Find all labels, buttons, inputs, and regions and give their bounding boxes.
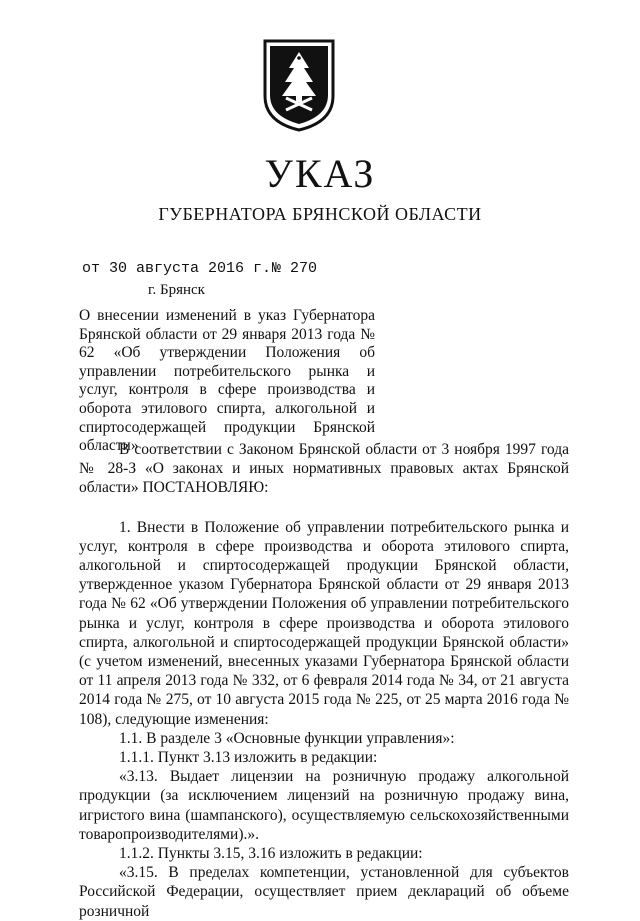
paragraph-3-13: «3.13. Выдает лицензии на розничную продажу алкогольной продукции (за исключением лицензий на розничную продажу вина, игристого вина (шампанского), осуществляемую сельскохозяйственными товаропроизводителями).». bbox=[79, 768, 569, 843]
preamble-paragraph: В соответствии с Законом Брянской области от 3 ноября 1997 года № 28-З «О законах и иных нормативных правовых актах Брянской области» ПОСТАНОВЛЯЮ: bbox=[79, 441, 569, 497]
paragraph-1-1: 1.1. В разделе 3 «Основные функции управления»: bbox=[119, 729, 455, 747]
document-date: от 30 августа 2016 г. bbox=[82, 260, 272, 277]
coat-of-arms-emblem bbox=[262, 38, 336, 132]
document-title: УКАЗ bbox=[264, 151, 376, 196]
document-subject: О внесении изменений в указ Губернатора Брянской области от 29 января 2013 года № 62 «Об утверждении Положения об управлении потребительского рынка и услуг, контроля в сфере производства и оборота этилового спирта, алкогольной и спиртосодержащей продукции Брянской области» bbox=[79, 307, 375, 455]
document-subtitle: ГУБЕРНАТОРА БРЯНСКОЙ ОБЛАСТИ bbox=[158, 204, 482, 224]
paragraph-1: 1. Внести в Положение об управлении потребительского рынка и услуг, контроля в сфере производства и оборота этилового спирта, алкогольной и спиртосодержащей продукции Брянской области, утвержденное указом Губернатора Брянской области от 29 января 2013 года № 62 «Об утверждении Положения об управлении потребительского рынка и услуг, контроля в сфере производства и оборота этилового спирта, алкогольной и спиртосодержащей продукции Брянской области» (с учетом изменений, внесенных указами Губернатора Брянской области от 11 апреля 2013 года № 332, от 6 февраля 2014 года № 34, от 21 августа 2014 года № 275, от 10 августа 2015 года № 225, от 25 марта 2016 года № 108), следующие изменения: bbox=[79, 518, 569, 728]
document-number: № 270 bbox=[272, 260, 318, 277]
date-line bbox=[82, 260, 318, 277]
paragraph-1-1-2: 1.1.2. Пункты 3.15, 3.16 изложить в редакции: bbox=[119, 845, 423, 863]
document-body bbox=[79, 440, 569, 921]
paragraph-1-1-1: 1.1.1. Пункт 3.13 изложить в редакции: bbox=[119, 749, 378, 767]
document-city: г. Брянск bbox=[148, 282, 205, 298]
paragraph-3-15: «3.15. В пределах компетенции, установленной для субъектов Российской Федерации, осуществляет прием деклараций об объеме розничной bbox=[79, 864, 569, 920]
